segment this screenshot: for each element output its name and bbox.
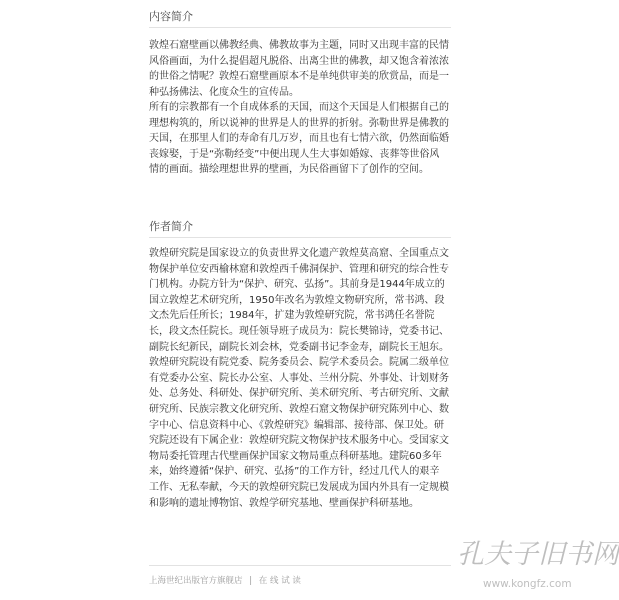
store-link[interactable]: 上海世纪出版官方旗舰店 bbox=[149, 576, 243, 586]
intro-heading: 内容简介 bbox=[149, 10, 193, 23]
author-paragraph-1: 敦煌研究院是国家设立的负责世界文化遗产敦煌莫高窟、全国重点文物保护单位安西榆林窟和敦煌西千佛洞保护、管理和研究的综合性专门机构。办院方针为“保护、研究、弘扬”。其前身是1944年成立的国立敦煌艺术研究所，1950年改名为敦煌文物研究所，常书鸿、段文杰先后任所长；1984年，扩建为敦煌研究院，常书鸿任名誉院长，段文杰任院长。现任领导班子成员为：院长樊锦诗，党委书记、副院长纪新民，副院长刘会林，党委副书记李金寿，副院长王旭东。敦煌研究院设有院党委、院务委员会、院学术委员会。院属二级单位有党委办公室、院长办公室、人事处、兰州分院、外事处、计划财务处、总务处、科研处、保护研究所、美术研究所、考古研究所、文献研究所、民族宗教文化研究所、敦煌石窟文物保护研究陈列中心、数字中心、信息资料中心、《敦煌研究》编辑部、接待部、保卫处。研究院还设有下属企业：敦煌研究院文物保护技术服务中心。受国家文物局委托管理古代壁画保护国家文物局重点科研基地。建院60多年来，始终遵循“保护、研究、弘扬”的工作方针，经过几代人的艰辛工作、无私奉献，今天的敦煌研究院已发展成为国内外具有一定规模和影响的遗址博物馆、敦煌学研究基地、壁画保护科研基地。 bbox=[149, 248, 449, 509]
watermark-url: www.kongfz.com bbox=[483, 578, 572, 590]
footer-divider bbox=[149, 565, 451, 566]
author-heading: 作者简介 bbox=[149, 220, 193, 233]
footer-separator: | bbox=[249, 576, 253, 586]
intro-paragraph-1: 敦煌石窟壁画以佛教经典、佛教故事为主题，同时又出现丰富的民情风俗画面，为什么提倡超凡脱俗、出离尘世的佛教，却又饱含着浓浓的世俗之情呢？敦煌石窟壁画原本不是单纯供审美的欣赏品，而是一种弘扬佛法、化度众生的宣传品。 bbox=[149, 40, 449, 98]
kongfz-watermark bbox=[457, 536, 619, 596]
author-divider bbox=[149, 237, 451, 238]
intro-paragraph-2: 所有的宗教都有一个自成体系的天国，而这个天国是人们根据自己的理想构筑的，所以说神的世界是人的世界的折射。弥勒世界是佛教的天国，在那里人们的寿命有几万岁，而且也有七情六欲，仍然面临婚丧嫁娶，于是“弥勒经变”中便出现人生大事如婚嫁、丧葬等世俗风情的画面。描绘理想世界的壁画，为民俗画留下了创作的空间。 bbox=[149, 102, 449, 176]
read-online-link[interactable]: 在 线 试 读 bbox=[258, 576, 301, 586]
watermark-logo: 孔夫子旧书网 bbox=[457, 539, 619, 570]
intro-divider bbox=[149, 27, 451, 28]
footer-bar bbox=[149, 575, 301, 587]
